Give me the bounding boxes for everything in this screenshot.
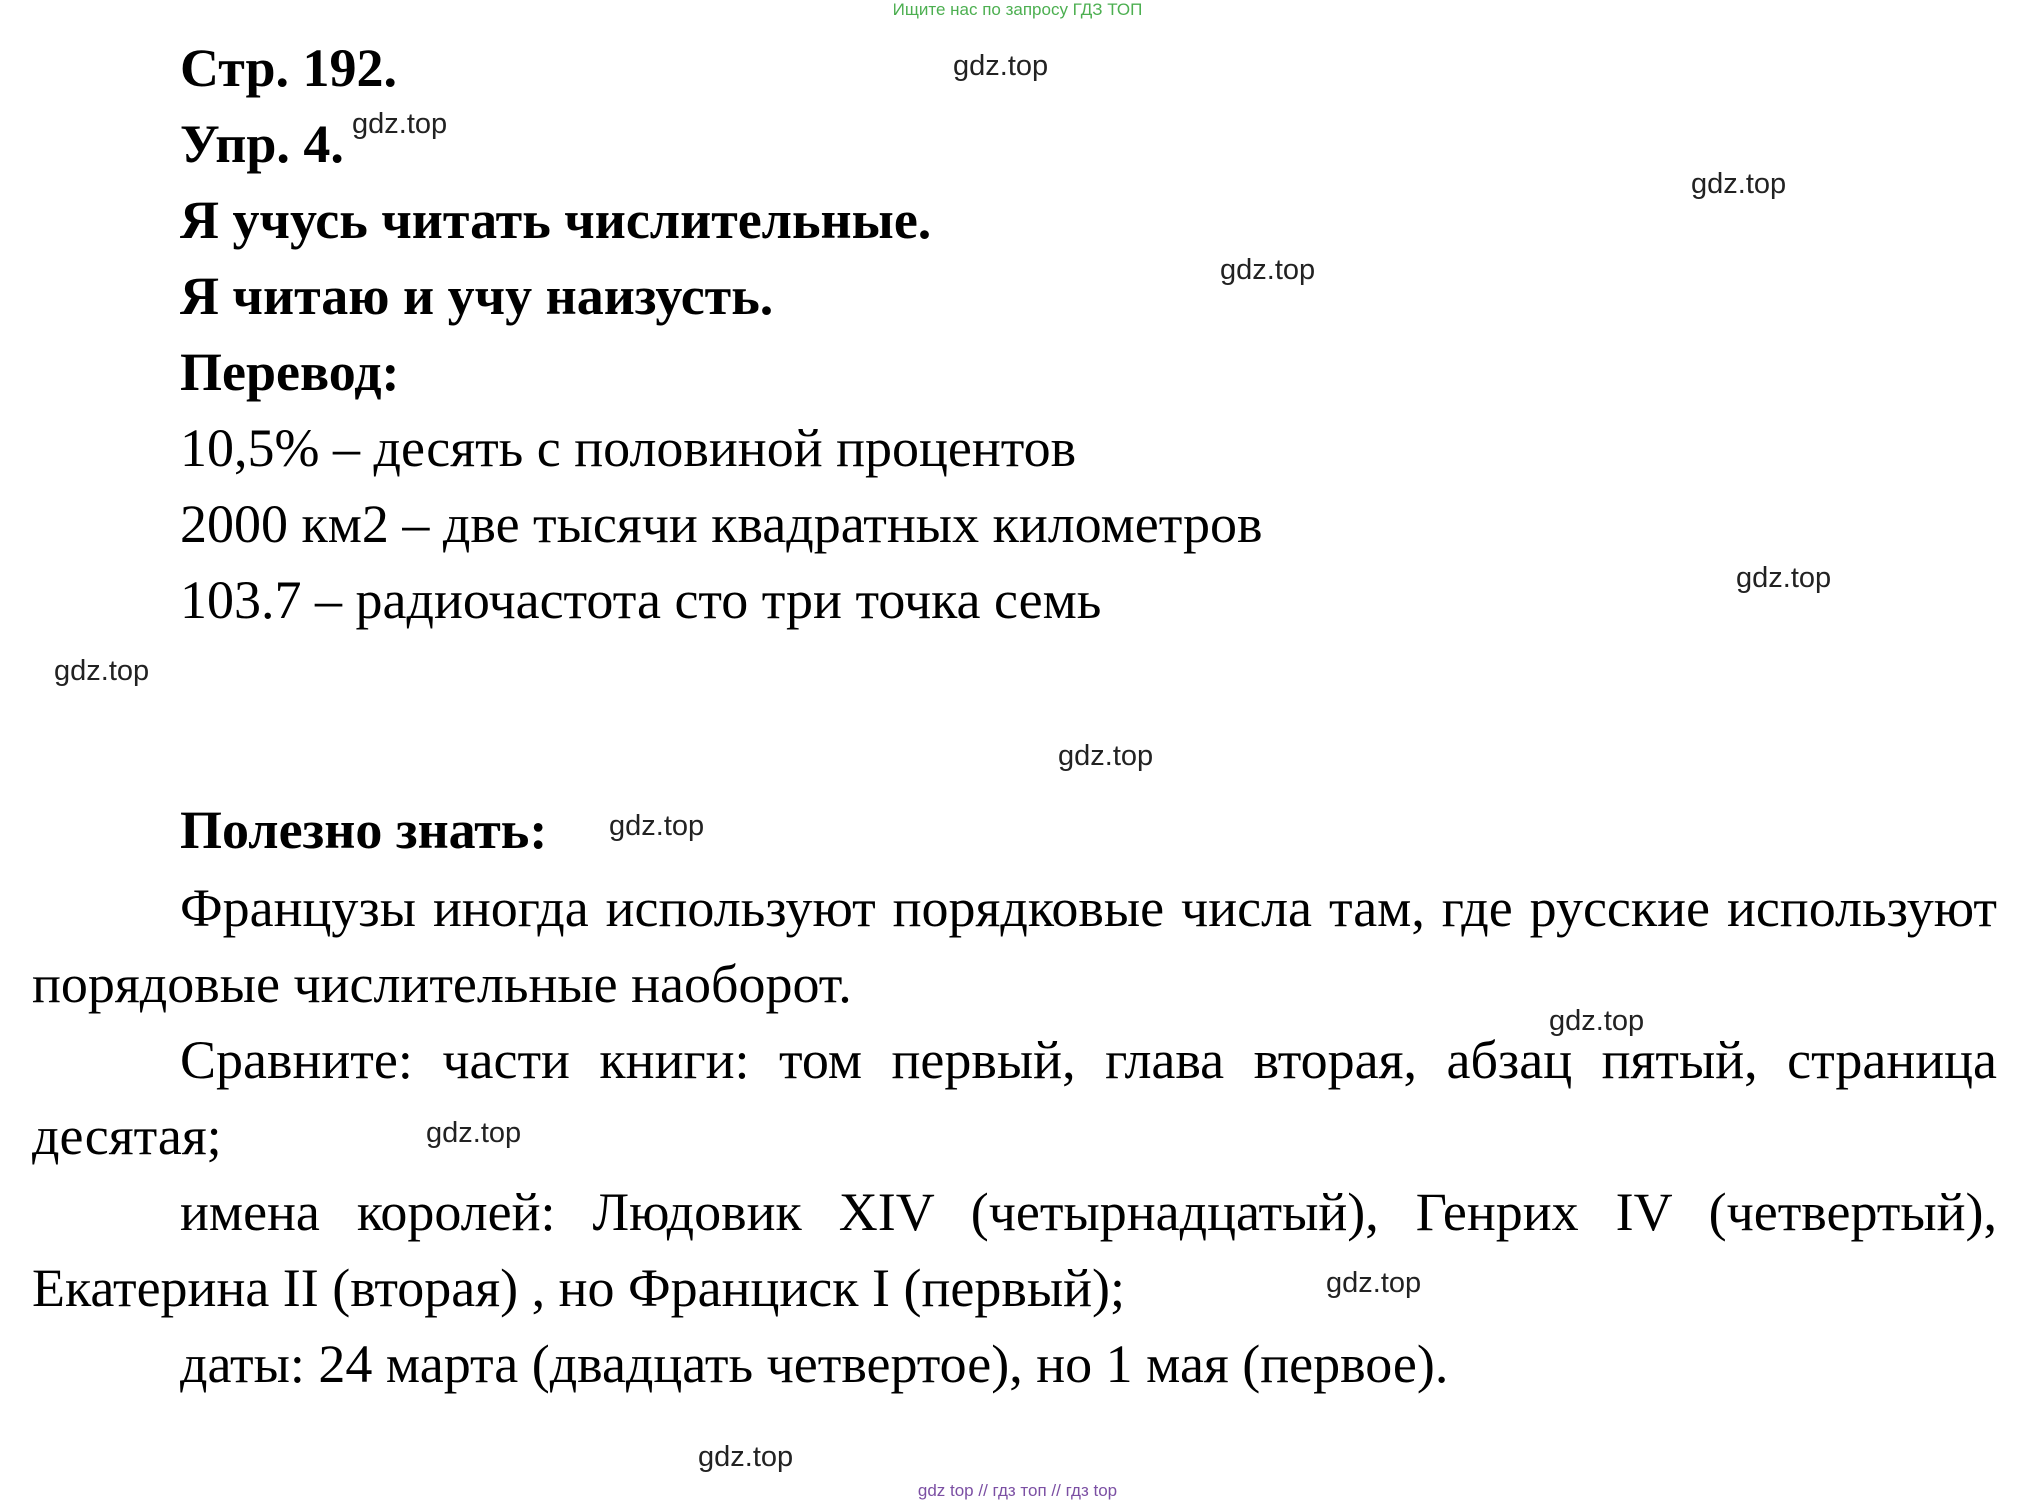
watermark-text: gdz.top	[54, 655, 150, 687]
useful-paragraph: Французы иногда используют порядковые числа там, где русские используют порядовые числительные наоборот.	[32, 878, 1997, 1014]
watermark-text: gdz.top	[1058, 740, 1154, 772]
useful-paragraph: даты: 24 марта (двадцать четвертое), но 1 мая (первое).	[180, 1334, 1449, 1394]
translation-heading: Перевод:	[180, 342, 400, 402]
footer-separator: //	[978, 1481, 988, 1500]
watermark-text: gdz.top	[953, 50, 1049, 82]
footer-link-gdz-top-mixed[interactable]: гдз top	[1065, 1481, 1118, 1500]
useful-heading: Полезно знать:	[180, 800, 548, 860]
watermark-text: gdz.top	[1549, 1005, 1645, 1037]
footer-link-gdz-top[interactable]: gdz top	[917, 1481, 974, 1500]
translation-line: 103.7 – радиочастота сто три точка семь	[180, 570, 1102, 630]
promo-banner[interactable]: Ищите нас по запросу ГДЗ ТОП	[892, 0, 1143, 19]
watermark-text: gdz.top	[698, 1441, 794, 1473]
exercise-number: Упр. 4.	[180, 114, 344, 174]
watermark-text: gdz.top	[609, 810, 705, 842]
translation-line: 2000 км2 – две тысячи квадратных километров	[180, 494, 1263, 554]
exercise-subtitle: Я читаю и учу наизусть.	[180, 266, 774, 326]
watermark-text: gdz.top	[1220, 254, 1316, 286]
watermark-text: gdz.top	[1691, 168, 1787, 200]
useful-paragraph: Сравните: части книги: том первый, глава вторая, абзац пятый, страница десятая;	[32, 1030, 1997, 1166]
exercise-title: Я учусь читать числительные.	[180, 190, 932, 250]
page-number: Стр. 192.	[180, 38, 398, 98]
translation-line: 10,5% – десять с половиной процентов	[180, 418, 1077, 478]
footer-separator: //	[1051, 1481, 1061, 1500]
footer-links	[0, 1481, 2035, 1500]
watermark-text: gdz.top	[1736, 562, 1832, 594]
watermark-text: gdz.top	[426, 1117, 522, 1149]
watermark-text: gdz.top	[1326, 1267, 1422, 1299]
footer-link-gdz-top-ru[interactable]: гдз топ	[992, 1481, 1047, 1500]
watermark-text: gdz.top	[352, 108, 448, 140]
useful-paragraph: имена королей: Людовик XIV (четырнадцатый), Генрих IV (четвертый), Екатерина II (вторая) , но Франциск I (первый);	[32, 1182, 1997, 1318]
